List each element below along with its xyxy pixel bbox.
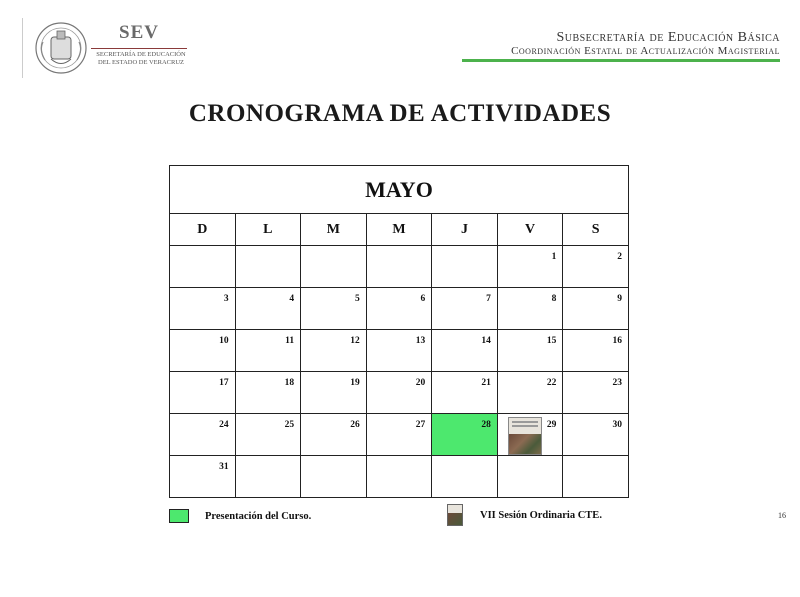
calendar-week-row [170,246,629,288]
coat-of-arms-icon [33,20,89,76]
calendar-day-cell [170,246,236,288]
calendar-day-cell [170,330,236,372]
day-number: 19 [350,378,360,388]
calendar-day-cell [497,246,563,288]
calendar-weekday-row [170,214,629,246]
calendar-week-row [170,456,629,498]
day-number: 22 [546,378,557,388]
day-number: 2 [617,252,622,262]
logo-subtitle-line-1: SECRETARÍA DE EDUCACIÓN [96,51,186,58]
day-number: 14 [481,336,491,346]
calendar-day-cell [563,414,629,456]
calendar-month: MAYO [170,166,629,214]
day-number: 8 [551,294,557,304]
calendar-month-row [170,166,629,214]
day-number: 31 [219,462,229,472]
day-number: 13 [415,336,426,346]
weekday-header: S [563,214,629,246]
legend-green-swatch [169,509,189,523]
sev-wordmark: SEV [119,22,159,43]
calendar-day-cell [563,372,629,414]
calendar-day-cell [563,330,629,372]
calendar-day-cell [301,330,367,372]
calendar-day-cell [497,372,563,414]
weekday-header: M [301,214,367,246]
day-number: 25 [284,420,295,430]
calendar-day-cell [366,456,432,498]
day-number: 7 [486,294,491,304]
sev-logo [22,18,193,78]
calendar-day-cell [301,246,367,288]
day-number: 24 [219,420,229,430]
legend-presentation-label: Presentación del Curso. [205,511,312,522]
header-subtitle: Coordinación Estatal de Actualización Magisterial [511,45,780,57]
day-number: 27 [415,420,426,430]
calendar-day-cell [170,414,236,456]
page-title: CRONOGRAMA DE ACTIVIDADES [188,100,612,127]
day-number: 26 [350,420,360,430]
calendar-day-cell [366,330,432,372]
weekday-header: L [235,214,301,246]
calendar-day-cell [563,288,629,330]
calendar-day-cell [497,330,563,372]
day-number: 6 [420,294,426,304]
calendar-day-cell [432,330,498,372]
calendar-day-cell [563,456,629,498]
calendar-day-cell [235,372,301,414]
calendar-day-cell [170,456,236,498]
day-number: 3 [223,294,229,304]
cte-session-thumbnail-icon [508,417,542,455]
header-accent-line [462,59,780,62]
page-number: 16 [778,511,786,520]
logo-divider [91,48,187,49]
day-number: 11 [285,336,295,346]
calendar-day-cell [170,372,236,414]
day-number: 17 [219,378,229,388]
calendar-day-cell [432,456,498,498]
calendar-day-cell [170,288,236,330]
calendar-day-cell [497,414,563,456]
weekday-header: D [170,214,236,246]
calendar-week-row [170,288,629,330]
calendar-day-cell [301,372,367,414]
calendar-day-cell [235,246,301,288]
logo-subtitle [91,51,191,67]
day-number: 28 [481,420,491,430]
day-number: 21 [481,378,491,388]
day-number: 4 [289,294,295,304]
weekday-header: M [366,214,432,246]
calendar-day-cell [366,372,432,414]
calendar-day-cell [235,330,301,372]
calendar-day-cell [497,288,563,330]
legend-cte-thumbnail-icon [447,504,463,526]
day-number: 9 [617,294,622,304]
calendar-week-row [170,372,629,414]
calendar-day-cell [432,288,498,330]
logo-subtitle-line-2: DEL ESTADO DE VERACRUZ [98,59,184,66]
calendar-week-row [170,414,629,456]
day-number: 10 [219,336,229,346]
calendar-day-cell [366,414,432,456]
weekday-header: V [497,214,563,246]
day-number: 23 [612,378,622,388]
day-number: 1 [551,252,557,262]
header-title: Subsecretaría de Educación Básica [556,30,780,45]
weekday-header: J [432,214,498,246]
calendar-week-row [170,330,629,372]
calendar-table [169,165,629,498]
calendar-day-cell [497,456,563,498]
calendar-day-cell [432,246,498,288]
calendar-day-cell [432,372,498,414]
calendar-day-cell [301,456,367,498]
calendar-day-cell [235,456,301,498]
day-number: 20 [415,378,426,388]
day-number: 5 [354,294,360,304]
day-number: 12 [350,336,360,346]
calendar-day-cell [235,288,301,330]
legend-cte-label: VII Sesión Ordinaria CTE. [480,510,602,521]
day-number: 30 [612,420,622,430]
day-number: 15 [546,336,557,346]
day-number: 29 [546,420,557,430]
calendar-day-cell [301,414,367,456]
calendar-day-cell [366,288,432,330]
calendar-day-cell [366,246,432,288]
calendar-day-cell [563,246,629,288]
calendar-day-cell [301,288,367,330]
calendar-day-cell [432,414,498,456]
day-number: 18 [284,378,295,388]
calendar-day-cell [235,414,301,456]
day-number: 16 [612,336,622,346]
